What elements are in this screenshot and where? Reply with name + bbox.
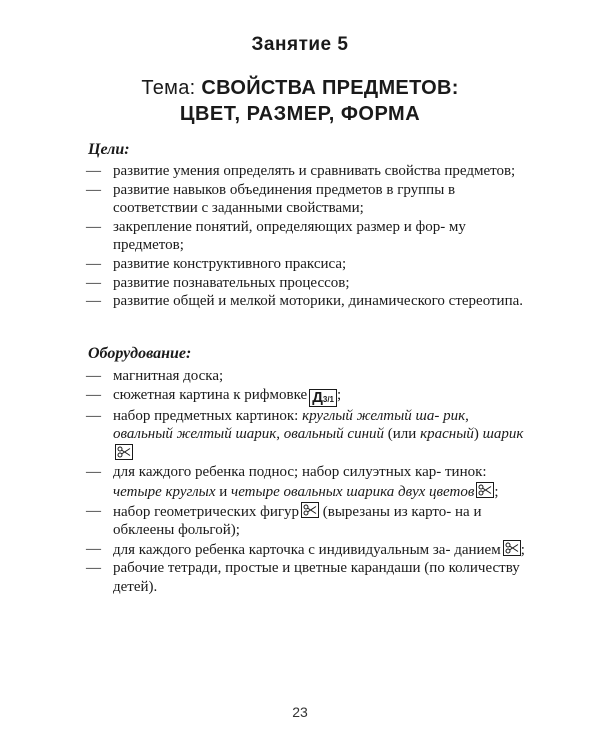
equipment-item: [86, 502, 526, 540]
scissors-icon: [115, 444, 133, 460]
lesson-title: Занятие 5: [251, 34, 349, 55]
list-dash: —: [86, 464, 101, 481]
punctuation: ;: [494, 483, 499, 500]
scissors-icon: [503, 540, 521, 556]
list-dash: —: [86, 540, 101, 557]
equipment-list: [86, 367, 526, 597]
list-dash: —: [86, 560, 101, 577]
equipment-text: ,: [276, 426, 284, 443]
goal-item: [86, 162, 526, 181]
topic-line-1: [0, 77, 600, 100]
italic-term: красный: [420, 426, 474, 443]
goal-item: [86, 274, 526, 293]
goal-item: [86, 181, 526, 218]
goal-item: [86, 292, 526, 311]
topic-prefix: Тема:: [141, 77, 196, 99]
goal-text: закрепление понятий, определяющих размер и фор- му предметов;: [113, 218, 466, 254]
equipment-item: [86, 559, 526, 596]
list-dash: —: [86, 368, 101, 384]
equipment-text: (вырезаны из карто- на и обклеены фольгой);: [113, 503, 482, 539]
goal-text: развитие общей и мелкой моторики, динамического стереотипа.: [113, 293, 524, 310]
equipment-text: и: [215, 483, 232, 500]
list-dash: —: [86, 293, 101, 310]
equipment-text: для каждого ребенка поднос; набор силуэтных кар- тинок:: [113, 464, 487, 481]
punctuation: ;: [337, 386, 342, 403]
italic-term: круглый желтый ша- рик: [302, 407, 466, 424]
scissors-icon: [476, 482, 494, 498]
goals-list: [86, 162, 526, 311]
list-dash: —: [86, 255, 101, 272]
italic-term: четыре овальных шарика двух цветов: [231, 483, 475, 500]
equipment-text: для каждого ребенка карточка с индивидуальным за- данием: [113, 541, 501, 558]
italic-term: четыре круглых: [113, 483, 216, 500]
goal-text: развитие конструктивного праксиса;: [113, 255, 347, 272]
goals-heading: Цели:: [88, 141, 130, 158]
italic-term: овальный желтый шарик: [113, 426, 277, 443]
equipment-item: [86, 540, 526, 560]
goal-text: развитие навыков объединения предметов в группы в соответствии с заданными свойствами;: [113, 181, 456, 217]
list-dash: —: [86, 181, 101, 198]
italic-term: шарик: [482, 426, 524, 443]
list-dash: —: [86, 386, 101, 403]
equipment-text: набор геометрических фигур: [113, 503, 300, 520]
equipment-text: ): [473, 426, 483, 443]
equipment-text: магнитная доска;: [113, 368, 224, 384]
page-number: 23: [292, 704, 308, 720]
goal-item: [86, 255, 526, 274]
list-dash: —: [86, 407, 101, 424]
equipment-text: рабочие тетради, простые и цветные карандаши (по количеству детей).: [113, 560, 520, 595]
equipment-heading: Оборудование:: [88, 345, 192, 362]
equipment-text: ,: [465, 407, 469, 424]
goal-text: развитие умения определять и сравнивать свойства предметов;: [113, 163, 516, 179]
d-badge-letter: Д: [312, 388, 323, 406]
equipment-item: [86, 386, 526, 407]
punctuation: ;: [520, 541, 525, 558]
d-handout-icon: [309, 389, 337, 407]
equipment-text: (или: [384, 426, 421, 443]
equipment-item: [86, 367, 526, 386]
list-dash: —: [86, 218, 101, 235]
d-badge-sub: 3/1: [322, 394, 334, 404]
list-dash: —: [86, 502, 101, 519]
topic-title-part-2: ЦВЕТ, РАЗМЕР, ФОРМА: [179, 103, 421, 125]
italic-term: овальный синий: [283, 426, 385, 443]
equipment-text: набор предметных картинок:: [113, 407, 303, 424]
list-dash: —: [86, 163, 101, 179]
topic-title-part-1: СВОЙСТВА ПРЕДМЕТОВ:: [201, 77, 459, 99]
goal-text: развитие познавательных процессов;: [113, 274, 350, 291]
equipment-item: [86, 407, 526, 464]
equipment-item: [86, 463, 526, 501]
equipment-text: сюжетная картина к рифмовке: [113, 386, 308, 403]
goal-item: [86, 218, 526, 255]
scissors-icon: [301, 502, 319, 518]
list-dash: —: [86, 274, 101, 291]
